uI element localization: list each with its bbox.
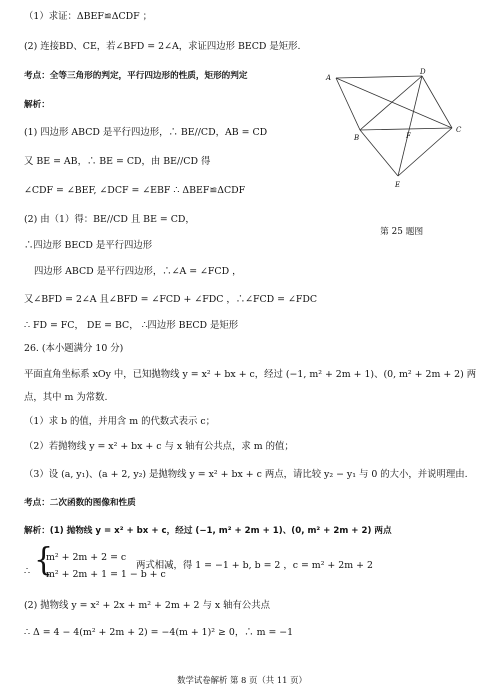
label-f: F bbox=[406, 132, 411, 140]
label-b: B bbox=[354, 134, 360, 142]
solution-line: ∴ Δ = 4 − 4(m² + 2m + 2) = −4(m + 1)² ≥ 0，∴ m = −1 bbox=[24, 627, 294, 638]
solution-line: 又∠BFD = 2∠A 且∠BFD = ∠FCD + ∠FDC ，∴∠FCD = ∠FDC bbox=[24, 294, 318, 305]
segment-bd bbox=[360, 76, 422, 130]
segment-dc bbox=[422, 76, 452, 128]
segment-de bbox=[398, 76, 422, 176]
question-26-part-2: （2）若抛物线 y = x² + bx + c 与 x 轴有公共点，求 m 的值； bbox=[24, 441, 294, 452]
segment-ad bbox=[336, 76, 422, 78]
question-26-heading: 26. (本小题满分 10 分) bbox=[24, 343, 124, 354]
analysis-heading: 解析： bbox=[24, 100, 50, 110]
page-footer: 数学试卷解析 第 8 页（共 11 页） bbox=[177, 675, 307, 685]
segment-ca bbox=[336, 78, 452, 128]
system-equation-1: m² + 2m + 2 = c bbox=[46, 552, 127, 563]
label-e: E bbox=[395, 181, 401, 188]
solution-line: 又 BE = AB，∴ BE = CD，由 BE//CD 得 bbox=[24, 156, 211, 167]
question-26-part-1: （1）求 b 的值，并用含 m 的代数式表示 c； bbox=[24, 416, 216, 427]
key-point-heading: 考点：二次函数的图像和性质 bbox=[24, 498, 136, 508]
label-d: D bbox=[420, 68, 426, 76]
solution-line: ∠CDF = ∠BEF, ∠DCF = ∠EBF ∴ ΔBEF≌ΔCDF bbox=[24, 185, 246, 196]
segment-be bbox=[360, 130, 398, 176]
question-26-part-3: （3）设 (a, y₁)、(a + 2, y₂) 是抛物线 y = x² + bx + c 两点，请比较 y₂ − y₁ 与 0 的大小，并说明理由. bbox=[24, 469, 468, 480]
solution-line: ∴ FD = FC， DE = BC， ∴四边形 BECD 是矩形 bbox=[24, 320, 239, 331]
question-part-2: (2) 连接BD、CE，若∠BFD = 2∠A，求证四边形 BECD 是矩形. bbox=[24, 41, 301, 52]
segment-ab bbox=[336, 78, 360, 130]
question-26-text: 平面直角坐标系 xOy 中，已知抛物线 y = x² + bx + c，经过 (−1, m² + 2m + 1)、(0, m² + 2m + 2) 两 bbox=[24, 369, 477, 380]
segment-bc bbox=[360, 128, 452, 130]
solution-line: (1) 四边形 ABCD 是平行四边形，∴ BE//CD，AB = CD bbox=[24, 127, 268, 138]
geometry-figure bbox=[318, 66, 468, 188]
system-note: 两式相减，得 1 = −1 + b, b = 2 ，c = m² + 2m + 2 bbox=[136, 560, 373, 571]
solution-line: (2) 由（1）得：BE//CD 且 BE = CD， bbox=[24, 214, 195, 225]
analysis-line: 解析：(1) 抛物线 y = x² + bx + c，经过 (−1, m² + 2m + 1)、(0, m² + 2m + 2) 两点 bbox=[24, 526, 392, 536]
figure-caption: 第 25 题图 bbox=[380, 227, 424, 237]
therefore-symbol: ∴ bbox=[24, 566, 30, 577]
label-a: A bbox=[326, 74, 332, 82]
solution-line: (2) 抛物线 y = x² + 2x + m² + 2m + 2 与 x 轴有公共点 bbox=[24, 600, 270, 611]
equation-brace: { bbox=[34, 542, 54, 579]
solution-line: ∴四边形 BECD 是平行四边形 bbox=[24, 240, 153, 251]
key-point-heading: 考点：全等三角形的判定，平行四边形的性质，矩形的判定 bbox=[24, 71, 248, 81]
system-equation-2: m² + 2m + 1 = 1 − b + c bbox=[46, 569, 166, 580]
question-26-text: 点，其中 m 为常数. bbox=[24, 392, 108, 403]
label-c: C bbox=[456, 126, 462, 134]
solution-line: 四边形 ABCD 是平行四边形，∴∠A = ∠FCD ， bbox=[34, 266, 242, 277]
question-part-1: （1）求证：ΔBEF≌ΔCDF ； bbox=[24, 11, 153, 22]
